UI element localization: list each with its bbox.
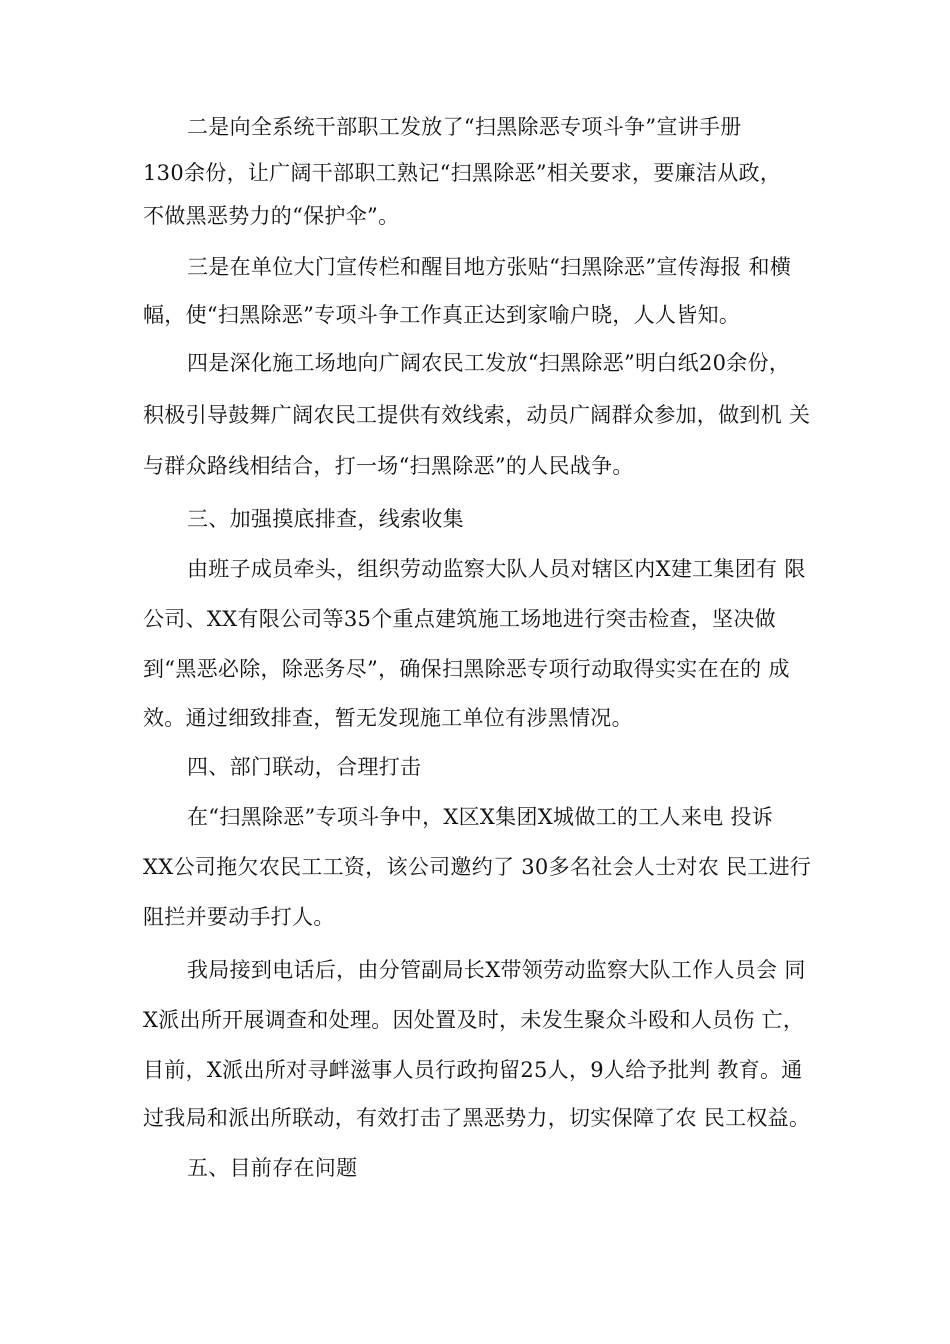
section-heading: 三、加强摸底排查，线索收集: [187, 507, 464, 531]
paragraph-line: 与群众路线相结合，打一场“扫黑除恶”的人民战争。: [143, 454, 634, 478]
section-heading: 四、部门联动，合理打击: [187, 755, 422, 779]
paragraph-line: 三是在单位大门宣传栏和醒目地方张贴“扫黑除恶”宣传海报 和横: [187, 255, 792, 279]
paragraph-line: 我局接到电话后，由分管副局长X带领劳动监察大队工作人员会 同: [187, 958, 806, 982]
paragraph-line: 四是深化施工场地向广阔农民工发放“扫黑除恶”明白纸20余份，: [187, 351, 791, 375]
paragraph-line: 目前，X派出所对寻衅滋事人员行政拘留25人，9人给予批判 教育。通: [143, 1058, 803, 1082]
paragraph-line: 在“扫黑除恶”专项斗争中，X区X集团X城做工的工人来电 投诉: [187, 805, 773, 829]
paragraph-line: 二是向全系统干部职工发放了“扫黑除恶专项斗争”宣讲手册: [187, 115, 742, 139]
paragraph-line: 阻拦并要动手打人。: [143, 905, 335, 929]
paragraph-line: 效。通过细致排查，暂无发现施工单位有涉黑情况。: [143, 706, 633, 730]
paragraph-line: 公司、XX有限公司等35个重点建筑施工场地进行突击检查，坚决做: [143, 607, 776, 631]
paragraph-line: X派出所开展调查和处理。因处置及时，未发生聚众斗殴和人员伤 亡，: [143, 1008, 805, 1032]
paragraph-line: 积极引导鼓舞广阔农民工提供有效线索，动员广阔群众参加，做到机 关: [143, 403, 811, 427]
section-heading: 五、目前存在问题: [187, 1156, 358, 1180]
paragraph-line: 130余份，让广阔干部职工熟记“扫黑除恶”相关要求，要廉洁从政，: [143, 161, 782, 185]
paragraph-line: XX公司拖欠农民工工资，该公司邀约了 30多名社会人士对农 民工进行: [143, 855, 812, 879]
paragraph-line: 幅，使“扫黑除恶”专项斗争工作真正达到家喻户晓，人人皆知。: [143, 303, 741, 327]
paragraph-line: 过我局和派出所联动，有效打击了黑恶势力，切实保障了农 民工权益。: [143, 1106, 811, 1130]
paragraph-line: 不做黑恶势力的“保护伞”。: [143, 204, 400, 228]
paragraph-line: 由班子成员牵头，组织劳动监察大队人员对辖区内X建工集团有 限: [187, 557, 806, 581]
paragraph-line: 到“黑恶必除，除恶务尽”，确保扫黑除恶专项行动取得实实在在的 成: [143, 657, 790, 681]
